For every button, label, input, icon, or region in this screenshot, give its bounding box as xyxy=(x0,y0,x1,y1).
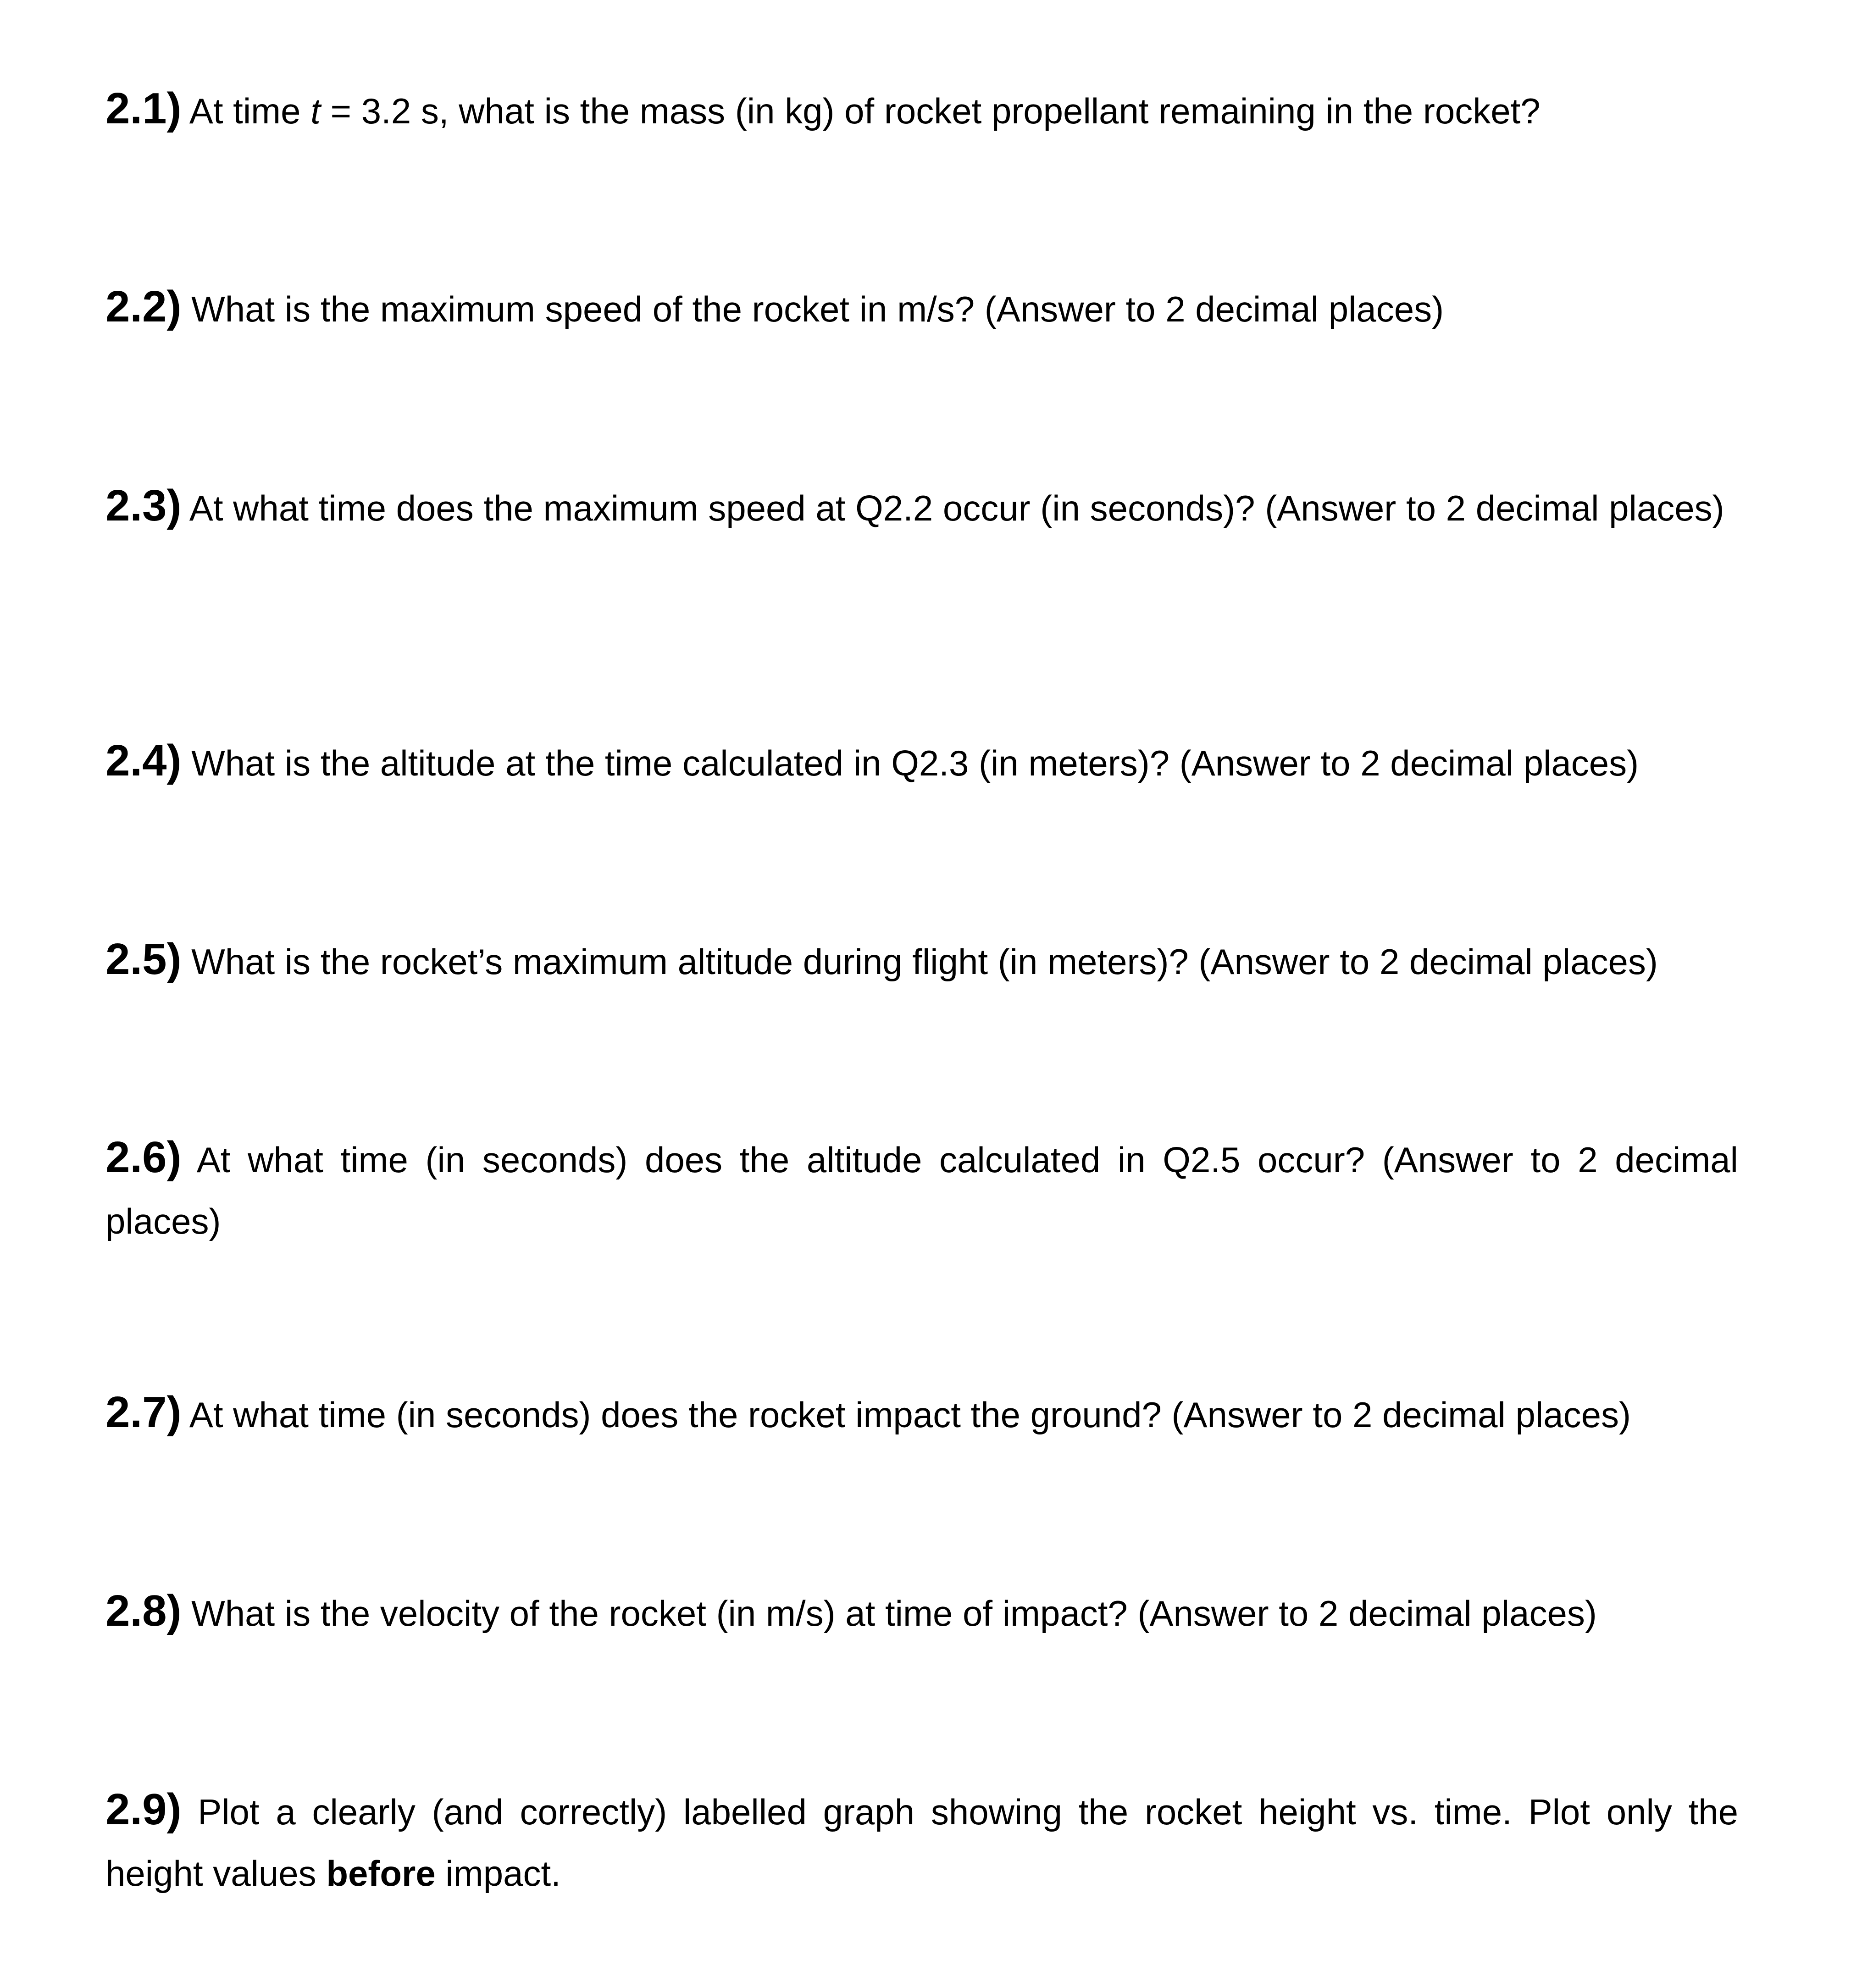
question-text: What is the rocket’s maximum altitude during flight (in meters)? (Answer to 2 decimal places) xyxy=(191,941,1658,982)
question-text: What is the maximum speed of the rocket in m/s? (Answer to 2 decimal places) xyxy=(191,289,1444,329)
question-2-5 xyxy=(105,929,1738,992)
question-2-4 xyxy=(105,730,1738,794)
question-2-3 xyxy=(105,475,1738,539)
question-text: What is the altitude at the time calculated in Q2.3 (in meters)? (Answer to 2 decimal places) xyxy=(191,743,1639,783)
question-text-part: impact. xyxy=(445,1853,561,1894)
question-text-part: = 3.2 s, what is the mass (in kg) of rocket propellant remaining in the rocket? xyxy=(330,91,1541,131)
question-2-9 xyxy=(105,1779,1738,1904)
question-number: 2.6) xyxy=(105,1133,182,1182)
question-2-6 xyxy=(105,1127,1738,1252)
question-text: At what time (in seconds) does the altitude calculated in Q2.5 occur? (Answer to 2 decimal places) xyxy=(105,1140,1739,1241)
question-2-7 xyxy=(105,1382,1738,1445)
time-variable: t xyxy=(310,91,321,131)
question-number: 2.1) xyxy=(105,84,182,133)
question-number: 2.2) xyxy=(105,282,182,331)
question-text: At what time does the maximum speed at Q2.2 occur (in seconds)? (Answer to 2 decimal places) xyxy=(189,488,1724,528)
emphasis-word: before xyxy=(326,1853,436,1894)
question-number: 2.8) xyxy=(105,1586,182,1635)
question-number: 2.4) xyxy=(105,736,182,785)
question-number: 2.3) xyxy=(105,481,182,530)
question-text: At what time (in seconds) does the rocket impact the ground? (Answer to 2 decimal places) xyxy=(189,1395,1631,1435)
question-number: 2.9) xyxy=(105,1785,182,1834)
question-2-2 xyxy=(105,276,1738,340)
question-text: What is the velocity of the rocket (in m/s) at time of impact? (Answer to 2 decimal places) xyxy=(191,1593,1597,1634)
question-text-part: Plot a clearly (and correctly) labelled graph showing the rocket height vs. time. Plot only the height values xyxy=(105,1792,1739,1894)
question-text-part: At time xyxy=(189,91,301,131)
question-2-8 xyxy=(105,1580,1738,1644)
question-number: 2.5) xyxy=(105,935,182,984)
question-number: 2.7) xyxy=(105,1388,182,1437)
question-2-1 xyxy=(105,78,1738,142)
